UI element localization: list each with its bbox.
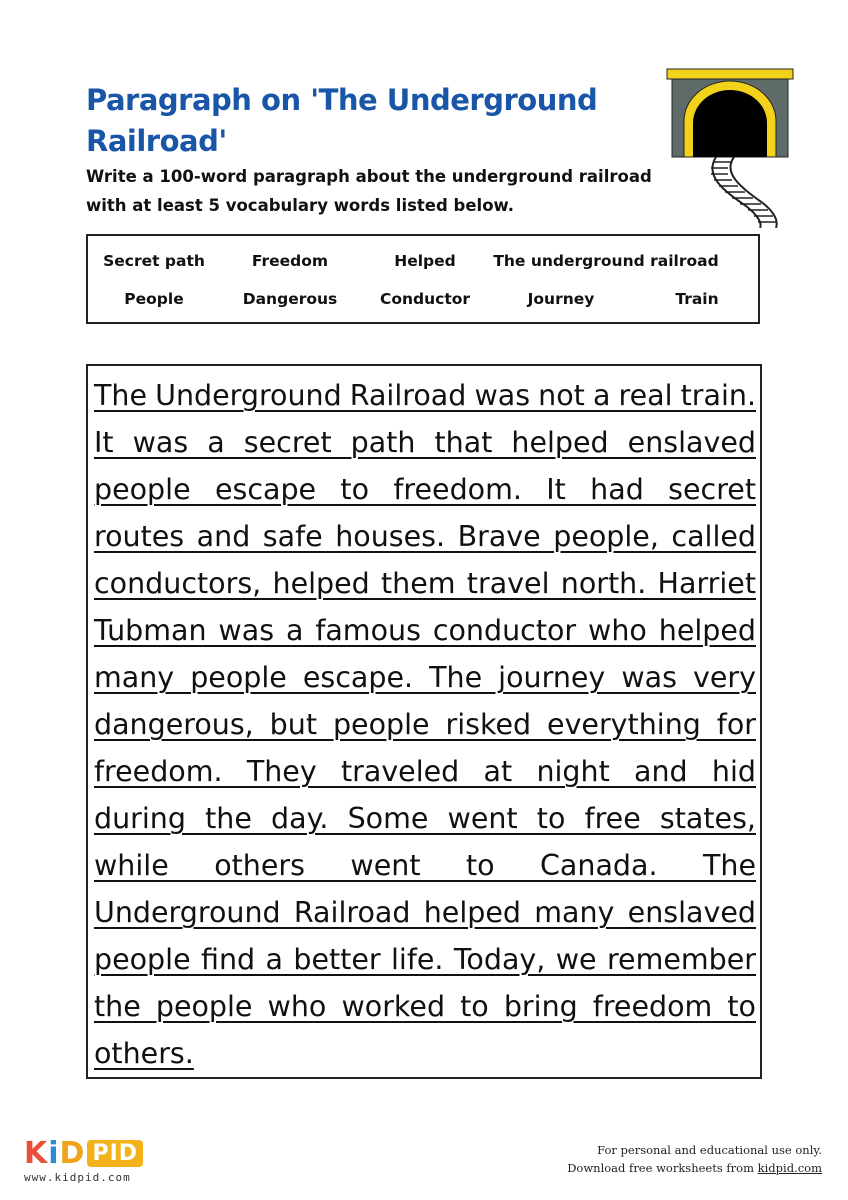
logo-url: www.kidpid.com bbox=[24, 1171, 131, 1184]
footer-line-2-prefix: Download free worksheets from bbox=[567, 1161, 758, 1175]
logo-pid-badge: PID bbox=[87, 1140, 143, 1167]
vocab-word: Train bbox=[675, 290, 719, 308]
footer-line-1: For personal and educational use only. bbox=[597, 1143, 822, 1157]
vocab-word: Freedom bbox=[251, 252, 329, 270]
vocab-word: People bbox=[124, 290, 184, 308]
logo-letter-k: K bbox=[24, 1136, 49, 1171]
kidpid-logo bbox=[24, 1136, 143, 1171]
instructions-text: Write a 100-word paragraph about the underground railroad with at least 5 vocabulary words listed below. bbox=[86, 167, 652, 215]
footer-notice bbox=[567, 1141, 822, 1177]
logo-letter-i: i bbox=[48, 1136, 60, 1171]
logo-letter-d: D bbox=[59, 1136, 86, 1171]
vocab-word: Dangerous bbox=[242, 290, 338, 308]
vocab-word: The underground railroad bbox=[493, 252, 719, 270]
vocab-word: Conductor bbox=[379, 290, 471, 308]
vocab-word: Helped bbox=[394, 252, 456, 270]
vocab-word: Journey bbox=[527, 290, 595, 308]
vocabulary-box bbox=[86, 234, 760, 324]
vocab-word: Secret path bbox=[103, 252, 205, 270]
paragraph-box bbox=[86, 364, 762, 1079]
footer-line-2 bbox=[567, 1159, 822, 1177]
paragraph-text: The Underground Railroad was not a real train. It was a secret path that helped enslaved people escape to freedom. It had secret routes and safe houses. Brave people, called conductors, helped them travel north. Harriet Tubman was a famous conductor who helped many people escape. The journey was very dangerous, but people risked everything for freedom. They traveled at night and hid during the day. Some went to free states, while others went to Canada. The Underground Railroad helped many enslaved people find a better life. Today, we remember the people who worked to bring freedom to others. bbox=[94, 379, 756, 1070]
kidpid-link[interactable]: kidpid.com bbox=[757, 1161, 822, 1175]
tunnel-railroad-icon bbox=[664, 66, 796, 228]
worksheet-title: Paragraph on 'The Underground Railroad' bbox=[86, 83, 598, 158]
